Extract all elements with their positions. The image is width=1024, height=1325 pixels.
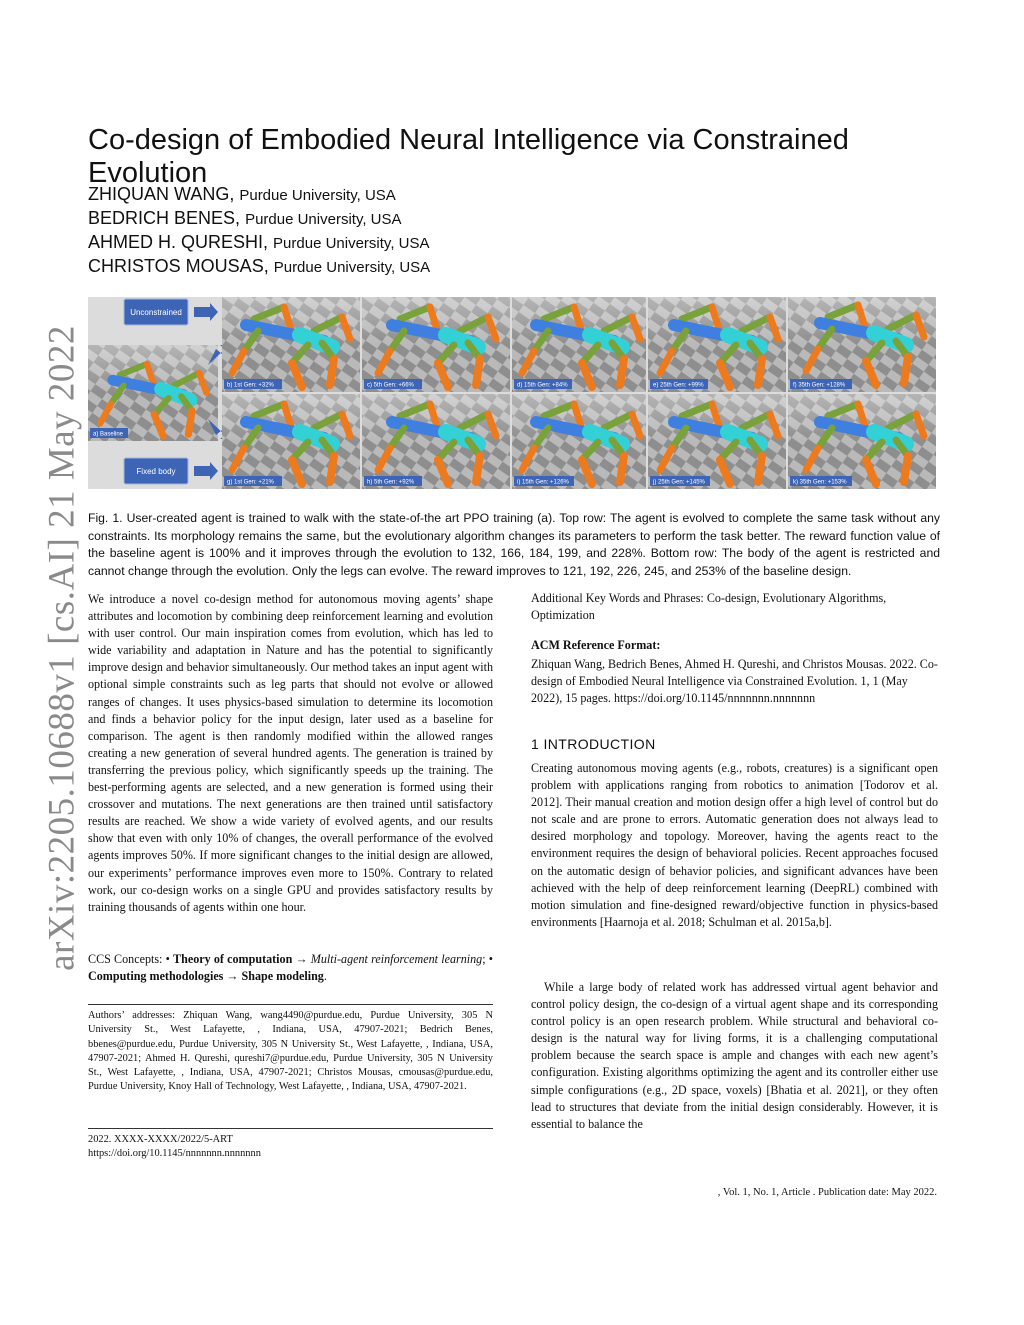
author-addresses: Authors’ addresses: Zhiquan Wang, wang4490@purdue.edu, Purdue University, 305 N University St., West Lafayette, , Indiana, USA, 47907-2021; Bedrich Benes, bbenes@purdue.edu, Purdue University, 305 N University St., West Lafayette, , Indiana, USA, 47907-2021; Ahmed H. Qureshi, qureshi7@purdue.edu, Purdue University, 305 N University St., West Lafayette, , Indiana, USA, 47907-2021; Christos Mousas, cmousas@purdue.edu, Purdue University, Knoy Hall of Technology, West Lafayette, , Indiana, USA, 47907-2021. (88, 1010, 493, 1093)
arrow-right-icon (194, 462, 218, 480)
ccs-arrow: → (292, 952, 311, 966)
footnote-rule (88, 1004, 493, 1005)
paper-title: Co-design of Embodied Neural Intelligence via Constrained Evolution (88, 124, 849, 189)
author-affiliation: Purdue University, USA (273, 259, 431, 276)
author-affiliation: Purdue University, USA (273, 235, 430, 252)
panel-g (222, 394, 360, 489)
panel-label: d) 15th Gen: +84% (517, 382, 568, 389)
panel-h (362, 394, 510, 489)
panel-b (222, 297, 360, 392)
panel-label: g) 1st Gen: +21% (227, 479, 274, 486)
author-name: CHRISTOS MOUSAS (88, 256, 264, 276)
intro-paragraph-2: While a large body of related work has addressed virtual agent behavior and control policy design, the co-design of a virtual agent shape and its corresponding control policy is an open research problem. While structural and behavioral co-design is the natural way for living forms, it is a challenging computational problem because the search space is ample and changes with each new agent’s configuration. Existing algorithms optimizing the agent and its controller either use simple configurations (e.g., 2D space, voxels) [Bhatia et al. 2021], or they often lead to structures that deviate from the initial design considerably. However, it is essential to balance the (531, 980, 938, 1131)
panel-j (648, 394, 786, 489)
unconstrained-label: Unconstrained (130, 308, 182, 317)
panel-f (788, 297, 936, 392)
ccs-concept-2: Computing methodologies → Shape modeling (88, 969, 324, 984)
footnote-rule (88, 1128, 493, 1129)
abstract: We introduce a novel co-design method for autonomous moving agents’ shape attributes and locomotion by combining deep reinforcement learning and evolution with user control. Our main inspiration comes from evolution, which has led to wide variability and adaptation in Nature and has the potential to significantly improve design and behavior simultaneously. Our method takes an input agent with optional simple constraints such as leg parts that should not evolve or allowed ranges of changes. It uses physics-based simulation to determine its locomotion and finds a behavior policy for the input design, later used as a baseline for comparison. The agent is then randomly modified within the allowed ranges creating a new generation of several hundred agents. The generation is trained by transferring the previous policy, which significantly speeds up the training. The best-performing agents are selected, and a new generation is formed using their crossover and mutations. The next generations are then trained until satisfactory results are reached. We show a wide variety of evolved agents, and our results show that even with only 10% of changes, the overall performance of the evolved agents improves 50%. If more significant changes to the initial design are allowed, our experiments’ performance improves even more to 150%. Contrary to related work, our co-design works on a single GPU and provides satisfactory results by training thousands of agents within one hour. (88, 592, 493, 914)
panel-label: h) 5th Gen: +92% (367, 479, 415, 486)
panel-d (512, 297, 646, 392)
section-heading-introduction: 1 INTRODUCTION (531, 736, 656, 752)
bottom-row-panels (222, 394, 936, 489)
figure-caption: Fig. 1. User-created agent is trained to walk with the state-of-the art PPO training (a). Top row: The agent is evolved to complete the same task without any constraints. Its morphology remains the same, but the evolutionary algorithm changes its parameters to perform the task better. The reward function value of the baseline agent is 100% and it improves through the evolution to 132, 166, 184, 199, and 228%. Bottom row: The body of the agent is restricted and cannot change through the evolution. Only the legs can evolve. The reward improves to 121, 192, 226, 245, and 253% of the baseline design. (88, 511, 940, 578)
panel-label: b) 1st Gen: +32% (227, 382, 274, 389)
author-affiliation: Purdue University, USA (239, 187, 396, 204)
baseline-label: a) Baseline (93, 431, 124, 438)
acm-ref-heading: ACM Reference Format: (531, 638, 661, 652)
teaser-figure (88, 297, 936, 489)
author-affiliation: Purdue University, USA (245, 211, 402, 228)
fixed-body-label: Fixed body (136, 467, 176, 476)
panel-k (788, 394, 936, 489)
panel-label: j) 25th Gen: +145% (653, 479, 705, 486)
panel-label: k) 35th Gen: +153% (793, 479, 847, 486)
ccs-concept-1-sub: Multi-agent reinforcement learning (310, 952, 483, 966)
top-row-panels (222, 297, 936, 392)
ccs-concept-1: Theory of computation (173, 952, 293, 966)
panel-baseline (88, 345, 218, 441)
fixed-body-tag (124, 458, 218, 484)
author-3: AHMED H. QURESHI, Purdue University, USA (88, 232, 430, 252)
ccs-prefix: CCS Concepts: • (88, 952, 174, 966)
ccs-end: . (323, 969, 327, 984)
panel-i (512, 394, 646, 489)
author-2: BEDRICH BENES, Purdue University, USA (88, 208, 402, 228)
panel-label: e) 25th Gen: +99% (653, 382, 704, 389)
doi-link[interactable]: https://doi.org/10.1145/nnnnnnn.nnnnnnn (88, 1148, 261, 1159)
arxiv-stamp: arXiv:2205.10688v1 [cs.AI] 21 May 2022 (41, 325, 83, 971)
acm-reference: Zhiquan Wang, Bedrich Benes, Ahmed H. Qureshi, and Christos Mousas. 2022. Co-design of Embodied Neural Intelligence via Constrained Evolution. 1, 1 (May 2022), 15 pages. https://doi.org/10.1145/nnnnnnn.nnnnnnn (531, 657, 938, 706)
panel-label: c) 5th Gen: +66% (367, 382, 414, 389)
intro-paragraph-1: Creating autonomous moving agents (e.g., robots, creatures) is a significant open problem with applications ranging from robotics to animation [Todorov et al. 2012]. Their manual creation and motion design offer a high level of control but do not scale and are prone to errors. Automatic generation does not always lead to desired morphology and topology. Moreover, having the agents react to the environment requires the design of behavioral policies. Recent approaches focused on the automatic design of behavior policies, and significant advances have been achieved with the help of deep reinforcement learning (DeepRL) combined with motion simulation and fine-designed reward/objective function in physics-based environments [Haarnoja et al. 2018; Schulman et al. 2015a,b]. (531, 761, 938, 929)
issn-line: 2022. XXXX-XXXX/2022/5-ART (88, 1134, 233, 1145)
author-4: CHRISTOS MOUSAS, Purdue University, USA (88, 256, 431, 276)
arrow-right-icon (194, 303, 218, 321)
keywords: Additional Key Words and Phrases: Co-design, Evolutionary Algorithms, Optimization (531, 591, 887, 623)
ccs-concepts (88, 951, 493, 985)
author-name: AHMED H. QURESHI (88, 232, 264, 252)
author-1: ZHIQUAN WANG, Purdue University, USA (88, 184, 396, 204)
figure-panels (88, 297, 936, 489)
ccs-separator: ; • (482, 952, 493, 966)
author-name: BEDRICH BENES (88, 208, 236, 228)
unconstrained-tag (124, 299, 218, 325)
panel-label: i) 15th Gen: +126% (517, 479, 569, 486)
page-footer: , Vol. 1, No. 1, Article . Publication date: May 2022. (717, 1187, 937, 1198)
panel-c (362, 297, 510, 392)
panel-e (648, 297, 786, 392)
panel-label: f) 35th Gen: +128% (793, 382, 846, 389)
author-name: ZHIQUAN WANG (88, 184, 230, 204)
